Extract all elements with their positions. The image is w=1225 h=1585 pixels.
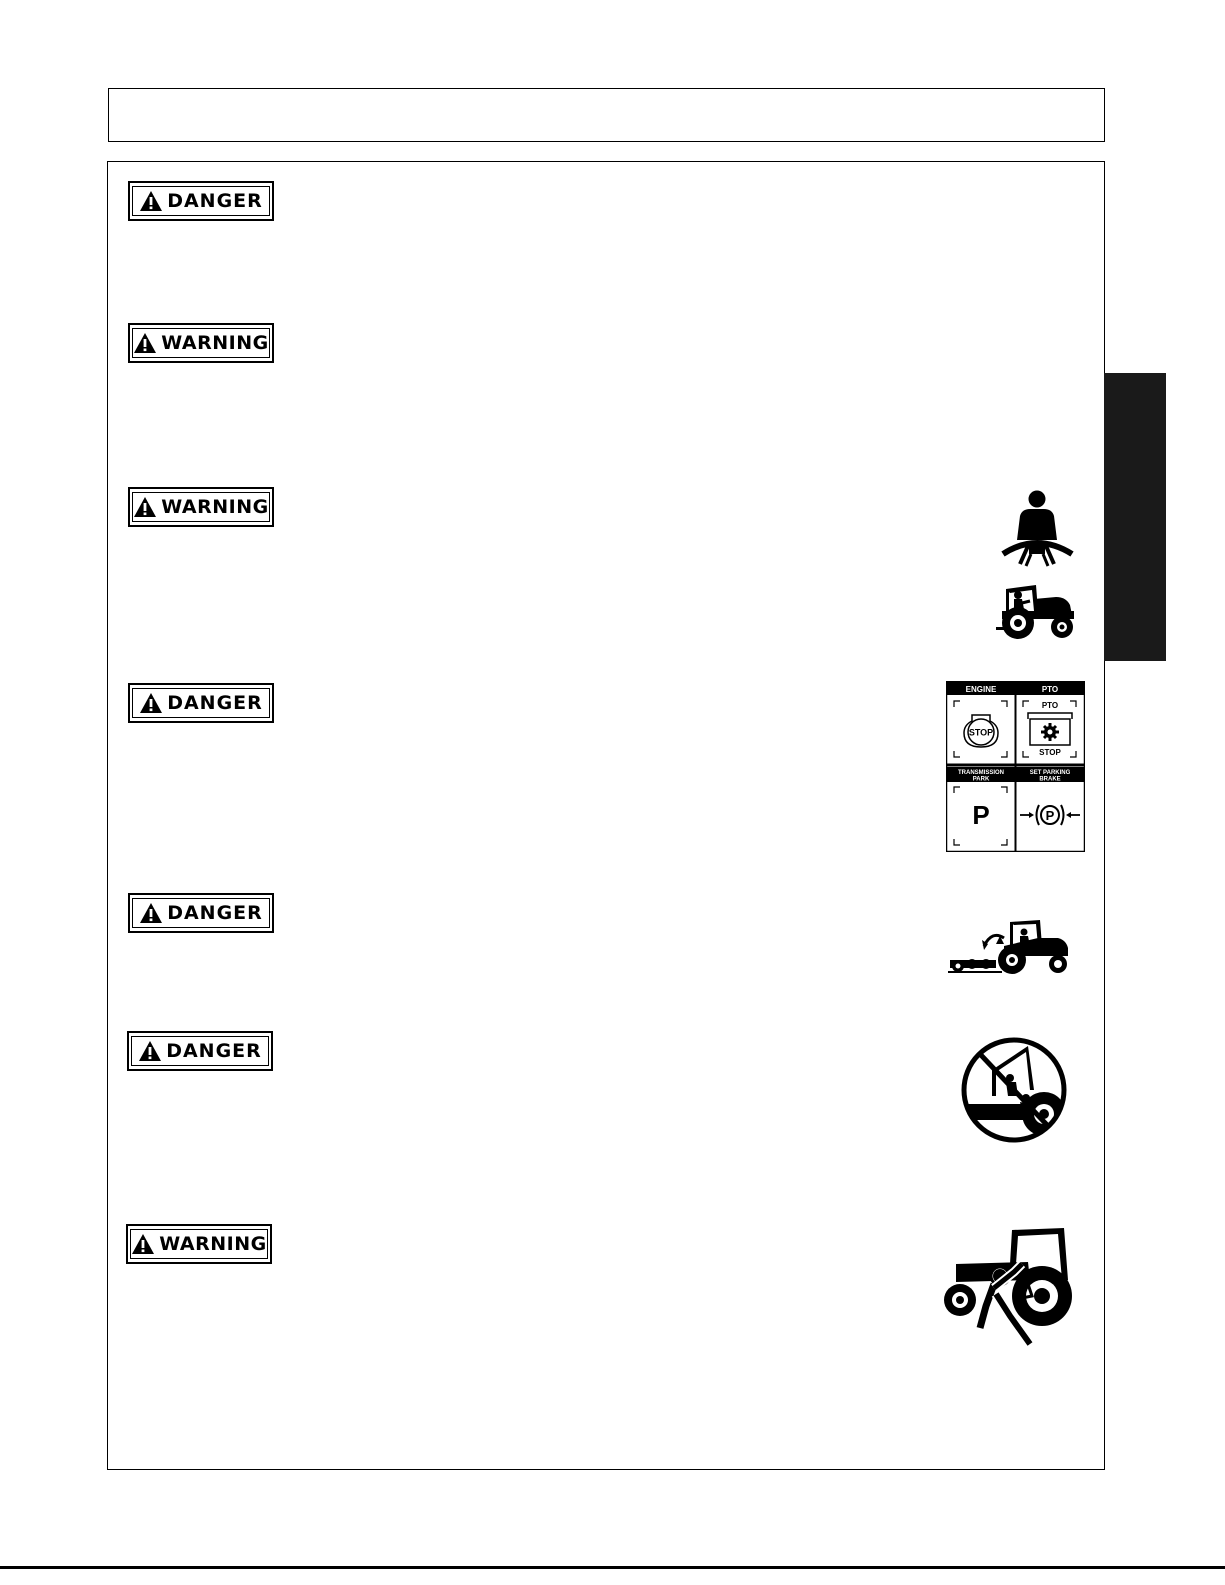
pto-stop-label: STOP	[1039, 748, 1061, 757]
pto-header: PTO	[1041, 685, 1059, 694]
sign-word: DANGER	[167, 901, 263, 924]
transmission-header-line1: TRANSMISSION	[957, 770, 1005, 776]
sign-word: DANGER	[167, 189, 263, 212]
alert-triangle-icon	[133, 496, 157, 518]
alert-triangle-icon	[138, 1040, 162, 1062]
alert-triangle-icon	[139, 902, 163, 924]
section-tab	[1104, 373, 1166, 661]
engine-stop-label: STOP	[968, 727, 994, 738]
engine-header: ENGINE	[965, 685, 997, 694]
brake-header-line2: BRAKE	[1039, 776, 1061, 783]
sign-word: WARNING	[161, 331, 269, 354]
park-letter: P	[972, 800, 990, 830]
danger-sign	[127, 1031, 273, 1071]
seatbelt-icon	[1000, 488, 1076, 568]
page-header-box	[108, 88, 1105, 142]
brake-header-line1: SET PARKING	[1029, 770, 1071, 776]
alert-triangle-icon	[139, 190, 163, 212]
warning-sign	[126, 1224, 272, 1264]
runover-hazard-icon	[938, 1224, 1076, 1348]
alert-triangle-icon	[133, 332, 157, 354]
danger-sign	[128, 181, 274, 221]
tractor-mower-icon	[948, 916, 1072, 976]
sign-word: WARNING	[161, 495, 269, 518]
warning-sign	[128, 487, 274, 527]
danger-sign	[128, 893, 274, 933]
sign-word: DANGER	[166, 1039, 262, 1062]
no-riders-icon	[958, 1034, 1070, 1146]
transmission-header-line2: PARK	[972, 776, 990, 783]
sign-word: DANGER	[167, 691, 263, 714]
warning-sign	[128, 323, 274, 363]
alert-triangle-icon	[131, 1233, 155, 1255]
pto-label: PTO	[1041, 701, 1059, 710]
alert-triangle-icon	[139, 692, 163, 714]
shutdown-procedure-panel	[946, 681, 1085, 852]
footer-rule	[0, 1566, 1225, 1569]
sign-word: WARNING	[159, 1232, 267, 1255]
tractor-operator-icon	[994, 581, 1078, 643]
danger-sign	[128, 683, 274, 723]
brake-letter: P	[1045, 808, 1055, 823]
